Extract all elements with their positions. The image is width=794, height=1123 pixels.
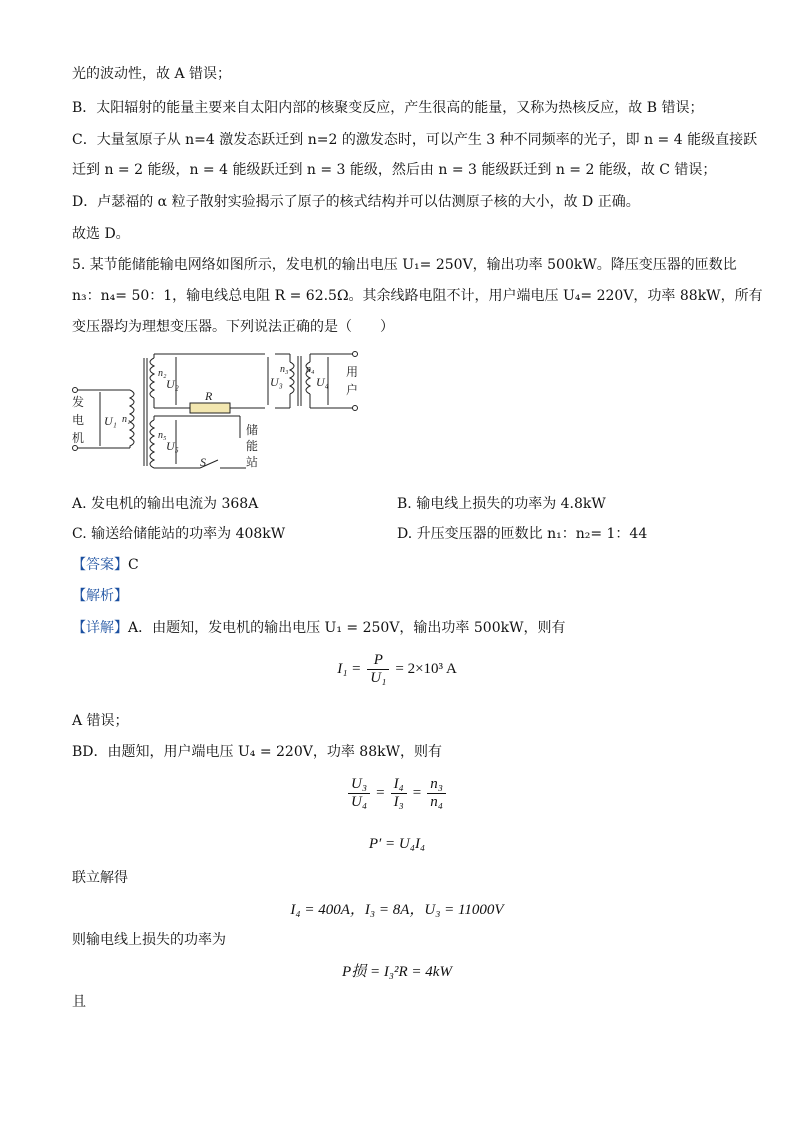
label-n3: n₃ [280, 364, 289, 375]
label-u3: U₃ [270, 375, 283, 389]
label-u1: U₁ [104, 414, 117, 428]
label-n1: n₁ [122, 414, 131, 425]
label-storage: 能 [246, 439, 259, 453]
option-c: C. 输送给储能站的功率为 408kW [72, 526, 286, 542]
label-u4: U₄ [316, 375, 329, 389]
text-line: D．卢瑟福的 α 粒子散射实验揭示了原子的核式结构并可以估测原子核的大小，故 D 正确。 [72, 194, 640, 210]
equation-loss: P损 = I₃²R = 4kW [342, 964, 452, 980]
detail-line [72, 618, 565, 638]
text-line: 且 [72, 994, 86, 1010]
label-generator: 电 [72, 413, 85, 427]
text-line: BD．由题知，用户端电压 U₄ = 220V，功率 88kW，则有 [72, 744, 442, 760]
analysis-tag: 【解析】 [72, 588, 128, 604]
label-n4: n₄ [306, 364, 315, 375]
detail-a-text: A．由题知，发电机的输出电压 U₁ = 250V，输出功率 500kW，则有 [128, 620, 566, 636]
label-u5: U₅ [166, 439, 179, 453]
answer-tag: 【答案】 [72, 557, 128, 573]
text-line: 则输电线上损失的功率为 [72, 932, 226, 948]
text-line: A 错误； [72, 713, 129, 729]
circuit-diagram [70, 348, 370, 478]
text-line: B．太阳辐射的能量主要来自太阳内部的核聚变反应，产生很高的能量，又称为热核反应，故 B 错误； [72, 100, 704, 116]
option-a: A. 发电机的输出电流为 368A [72, 496, 259, 512]
text-line: C．大量氢原子从 n=4 激发态跃迁到 n=2 的激发态时，可以产生 3 种不同频率的光子，即 n = 4 能级直接跃 [72, 132, 758, 148]
label-user: 户 [346, 383, 359, 397]
question-5-stem: 5. 某节能储能输电网络如图所示，发电机的输出电压 U₁= 250V，输出功率 500kW。降压变压器的匝数比 [72, 257, 737, 273]
detail-tag: 【详解】 [72, 620, 128, 636]
question-5-stem: n₃：n₄= 50：1，输电线总电阻 R = 62.5Ω。其余线路电阻不计，用户端电压 U₄= 220V，功率 88kW，所有 [72, 288, 763, 304]
label-generator: 机 [72, 431, 85, 445]
label-user: 用 [346, 365, 359, 379]
text-line: 故选 D。 [72, 226, 130, 242]
label-s: S [200, 455, 206, 469]
label-n5: n₅ [158, 430, 167, 441]
label-n2: n₂ [158, 368, 167, 379]
option-d: D. 升压变压器的匝数比 n₁：n₂= 1：44 [397, 526, 648, 542]
equation-power: P′ = U₄I₄ [368, 836, 426, 852]
label-generator: 发 [72, 395, 85, 409]
label-r: R [205, 389, 213, 403]
text-line: 迁到 n = 2 能级，n = 4 能级跃迁到 n = 3 能级，然后由 n = 3 能级跃迁到 n = 2 能级，故 C 错误； [72, 162, 717, 178]
text-line: 联立解得 [72, 870, 128, 886]
equation-values: I₄ = 400A，I₃ = 8A，U₃ = 11000V [290, 902, 504, 918]
label-u2: U₂ [166, 377, 179, 391]
label-storage: 储 [246, 423, 259, 437]
text-line: 光的波动性，故 A 错误； [72, 66, 232, 82]
answer-value: C [128, 557, 139, 573]
label-storage: 站 [246, 455, 259, 469]
question-5-stem: 变压器均为理想变压器。下列说法正确的是（ ） [72, 319, 394, 335]
option-b: B. 输电线上损失的功率为 4.8kW [397, 496, 606, 512]
answer-line [72, 555, 139, 575]
equation-i1: I₁ = $\frac{P}{\text{U₁}}$ = 2×10³ A [337, 652, 457, 686]
equation-ratio: $\frac{\text{U₃}}{\text{U₄}}$ = $\frac{\text{I₄}}{\text{I₃}}$ = $\frac{\text{n₃}}{\text{n₄}}$ [0, 776, 794, 811]
